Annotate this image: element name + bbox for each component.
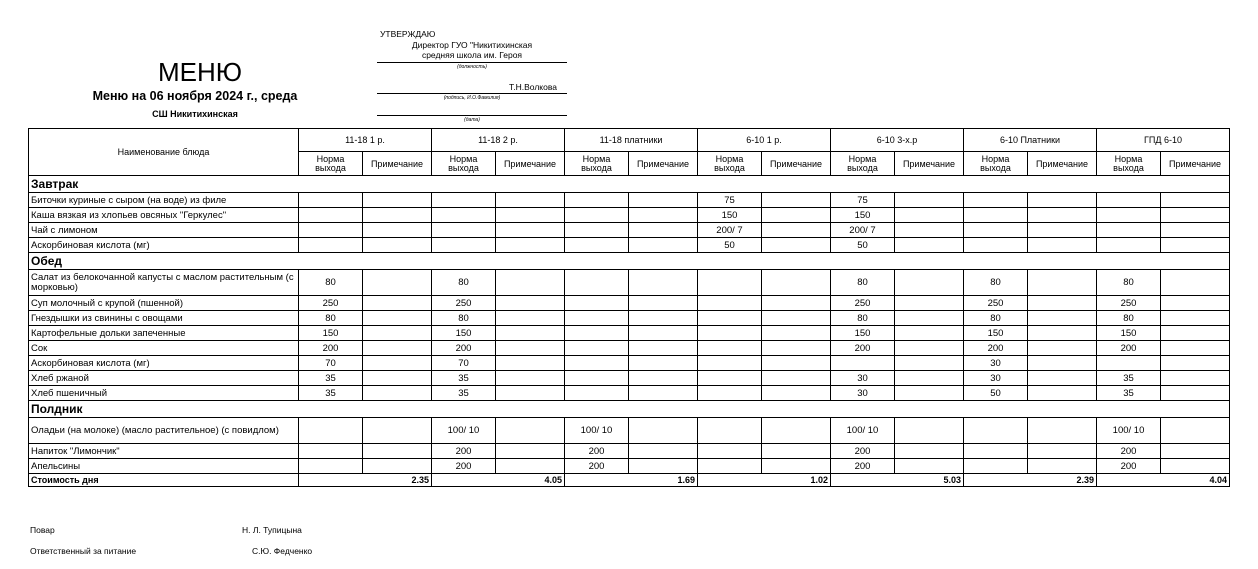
- total-value: 1.69: [565, 474, 698, 487]
- dish-name: Биточки куриные с сыром (на воде) из филе: [29, 193, 299, 208]
- dish-name: Чай с лимоном: [29, 223, 299, 238]
- note-cell: [1028, 311, 1097, 326]
- norm-value: [698, 356, 762, 371]
- norm-value: 200/ 7: [831, 223, 895, 238]
- note-cell: [629, 311, 698, 326]
- norm-value: 30: [831, 386, 895, 401]
- note-cell: [762, 311, 831, 326]
- note-cell: [1028, 193, 1097, 208]
- norm-value: [698, 341, 762, 356]
- norm-value: [698, 270, 762, 296]
- norm-value: 200: [565, 459, 629, 474]
- table-row: [29, 193, 1230, 208]
- note-cell: [363, 341, 432, 356]
- note-cell: [629, 270, 698, 296]
- group-header: 6-10 1 р.: [698, 129, 831, 152]
- norm-value: [432, 223, 496, 238]
- responsible-name: С.Ю. Федченко: [252, 546, 313, 556]
- norm-value: 200: [1097, 459, 1161, 474]
- note-cell: [895, 223, 964, 238]
- note-cell: [629, 238, 698, 253]
- dish-name: Аскорбиновая кислота (мг): [29, 356, 299, 371]
- norm-value: 250: [432, 296, 496, 311]
- note-cell: [496, 238, 565, 253]
- note-cell: [496, 193, 565, 208]
- dish-name: Хлеб ржаной: [29, 371, 299, 386]
- note-cell: [496, 371, 565, 386]
- note-cell: [629, 459, 698, 474]
- note-cell: [629, 341, 698, 356]
- norm-value: 80: [831, 270, 895, 296]
- norm-value: 150: [964, 326, 1028, 341]
- norm-value: 75: [831, 193, 895, 208]
- table-row: [29, 208, 1230, 223]
- note-cell: [762, 459, 831, 474]
- norm-value: [565, 238, 629, 253]
- note-cell: [1028, 356, 1097, 371]
- dish-name: Оладьи (на молоке) (масло растительное) (с повидлом): [29, 418, 299, 444]
- group-header: ГПД 6-10: [1097, 129, 1230, 152]
- dish-name: Суп молочный с крупой (пшенной): [29, 296, 299, 311]
- norm-value: [698, 311, 762, 326]
- norm-value: [565, 208, 629, 223]
- note-cell: [762, 238, 831, 253]
- note-cell: [762, 418, 831, 444]
- approval-position-line2: средняя школа им. Героя: [421, 50, 523, 60]
- norm-value: [299, 208, 363, 223]
- norm-value: 200: [432, 341, 496, 356]
- note-cell: [1028, 459, 1097, 474]
- school-name: СШ Никитихинская: [152, 109, 238, 119]
- cook-label: Повар: [30, 525, 55, 535]
- total-label: Стоимость дня: [29, 474, 299, 487]
- note-cell: [629, 386, 698, 401]
- note-cell: [629, 356, 698, 371]
- norm-value: [299, 238, 363, 253]
- note-cell: [496, 418, 565, 444]
- dish-name: Салат из белокочанной капусты с маслом растительным (с морковью): [29, 270, 299, 296]
- norm-header: Норма выхода: [299, 152, 363, 176]
- note-cell: [629, 296, 698, 311]
- note-cell: [496, 270, 565, 296]
- table-row: [29, 444, 1230, 459]
- note-cell: [1028, 326, 1097, 341]
- note-cell: [496, 326, 565, 341]
- note-cell: [762, 208, 831, 223]
- approval-position: [377, 40, 567, 60]
- note-cell: [363, 371, 432, 386]
- norm-header: Норма выхода: [1097, 152, 1161, 176]
- norm-value: 100/ 10: [1097, 418, 1161, 444]
- cook-name: Н. Л. Тупицына: [242, 525, 302, 535]
- dish-name: Аскорбиновая кислота (мг): [29, 238, 299, 253]
- norm-value: [698, 444, 762, 459]
- norm-value: 200: [831, 341, 895, 356]
- note-cell: [1028, 418, 1097, 444]
- norm-value: [831, 356, 895, 371]
- note-cell: [496, 444, 565, 459]
- norm-value: 100/ 10: [565, 418, 629, 444]
- note-cell: [496, 386, 565, 401]
- norm-value: [432, 193, 496, 208]
- norm-value: 200: [1097, 341, 1161, 356]
- norm-value: 80: [432, 270, 496, 296]
- table-row: [29, 459, 1230, 474]
- dish-name: Напиток "Лимончик": [29, 444, 299, 459]
- norm-value: [964, 193, 1028, 208]
- norm-value: [299, 193, 363, 208]
- norm-value: 80: [299, 270, 363, 296]
- table-row: [29, 386, 1230, 401]
- note-cell: [1161, 386, 1230, 401]
- note-cell: [629, 208, 698, 223]
- responsible-label: Ответственный за питание: [30, 546, 137, 556]
- total-value: 4.04: [1097, 474, 1230, 487]
- norm-value: [698, 418, 762, 444]
- norm-value: 200: [1097, 444, 1161, 459]
- note-cell: [1028, 371, 1097, 386]
- note-cell: [1028, 270, 1097, 296]
- total-value: 5.03: [831, 474, 964, 487]
- note-header: Примечание: [1028, 152, 1097, 176]
- approval-label: УТВЕРЖДАЮ: [380, 29, 436, 39]
- note-cell: [762, 386, 831, 401]
- norm-value: [565, 296, 629, 311]
- norm-value: [1097, 223, 1161, 238]
- note-cell: [895, 459, 964, 474]
- norm-value: 250: [1097, 296, 1161, 311]
- norm-value: [432, 208, 496, 223]
- norm-value: 75: [698, 193, 762, 208]
- norm-value: 250: [299, 296, 363, 311]
- note-cell: [1161, 371, 1230, 386]
- note-cell: [895, 311, 964, 326]
- note-cell: [762, 193, 831, 208]
- norm-value: 50: [698, 238, 762, 253]
- norm-value: 80: [432, 311, 496, 326]
- dish-name: Картофельные дольки запеченные: [29, 326, 299, 341]
- note-cell: [496, 341, 565, 356]
- norm-value: [565, 356, 629, 371]
- note-cell: [895, 296, 964, 311]
- norm-value: 200/ 7: [698, 223, 762, 238]
- note-cell: [1161, 238, 1230, 253]
- norm-value: 250: [831, 296, 895, 311]
- note-cell: [895, 238, 964, 253]
- table-row: [29, 326, 1230, 341]
- note-cell: [1161, 270, 1230, 296]
- table-row: [29, 341, 1230, 356]
- table-row: [29, 238, 1230, 253]
- approval-signer: Т.Н.Волкова: [509, 82, 557, 92]
- dish-name: Хлеб пшеничный: [29, 386, 299, 401]
- note-cell: [363, 238, 432, 253]
- note-cell: [629, 223, 698, 238]
- norm-value: [565, 311, 629, 326]
- note-cell: [895, 444, 964, 459]
- note-cell: [629, 193, 698, 208]
- norm-header: Норма выхода: [964, 152, 1028, 176]
- note-cell: [895, 371, 964, 386]
- note-cell: [1161, 296, 1230, 311]
- menu-table: [28, 128, 1230, 487]
- norm-value: 35: [299, 371, 363, 386]
- note-header: Примечание: [1161, 152, 1230, 176]
- norm-value: 100/ 10: [432, 418, 496, 444]
- norm-value: [565, 371, 629, 386]
- norm-value: 80: [964, 311, 1028, 326]
- group-header: 11-18 2 р.: [432, 129, 565, 152]
- note-header: Примечание: [895, 152, 964, 176]
- note-cell: [1028, 223, 1097, 238]
- signature-hint: (подпись, И.О.Фамилия): [443, 95, 501, 101]
- dish-name: Каша вязкая из хлопьев овсяных "Геркулес": [29, 208, 299, 223]
- note-cell: [1161, 208, 1230, 223]
- note-cell: [629, 418, 698, 444]
- table-row: [29, 356, 1230, 371]
- norm-value: [432, 238, 496, 253]
- note-cell: [1161, 341, 1230, 356]
- note-cell: [762, 444, 831, 459]
- approval-position-line1: Директор ГУО "Никитихинская: [411, 40, 533, 50]
- dish-name: Гнездышки из свинины с овощами: [29, 311, 299, 326]
- note-cell: [762, 371, 831, 386]
- note-cell: [629, 326, 698, 341]
- note-cell: [363, 356, 432, 371]
- norm-value: [964, 223, 1028, 238]
- norm-value: 150: [299, 326, 363, 341]
- norm-value: [1097, 356, 1161, 371]
- norm-value: 150: [1097, 326, 1161, 341]
- dish-name: Апельсины: [29, 459, 299, 474]
- note-cell: [895, 208, 964, 223]
- norm-value: 30: [964, 356, 1028, 371]
- norm-value: [698, 326, 762, 341]
- note-cell: [895, 386, 964, 401]
- norm-value: 80: [831, 311, 895, 326]
- norm-value: [299, 418, 363, 444]
- note-cell: [895, 418, 964, 444]
- norm-value: [565, 223, 629, 238]
- note-cell: [1028, 296, 1097, 311]
- section-title: Завтрак: [29, 176, 1230, 193]
- group-header: 6-10 3-х.р: [831, 129, 964, 152]
- norm-value: 200: [299, 341, 363, 356]
- norm-header: Норма выхода: [698, 152, 762, 176]
- norm-value: 50: [831, 238, 895, 253]
- position-hint: (должность): [457, 64, 487, 70]
- norm-header: Норма выхода: [565, 152, 629, 176]
- norm-value: 35: [1097, 386, 1161, 401]
- table-row: [29, 270, 1230, 296]
- total-value: 2.35: [299, 474, 432, 487]
- note-cell: [496, 356, 565, 371]
- note-cell: [762, 296, 831, 311]
- norm-value: [299, 223, 363, 238]
- norm-value: [964, 208, 1028, 223]
- note-cell: [762, 326, 831, 341]
- note-cell: [895, 270, 964, 296]
- note-header: Примечание: [629, 152, 698, 176]
- table-row: [29, 418, 1230, 444]
- norm-value: 80: [299, 311, 363, 326]
- norm-value: 80: [1097, 311, 1161, 326]
- norm-value: 150: [831, 208, 895, 223]
- norm-value: 150: [432, 326, 496, 341]
- total-value: 2.39: [964, 474, 1097, 487]
- norm-value: 80: [964, 270, 1028, 296]
- table-row: [29, 223, 1230, 238]
- norm-value: [565, 193, 629, 208]
- note-cell: [762, 223, 831, 238]
- note-cell: [895, 326, 964, 341]
- group-header: 11-18 платники: [565, 129, 698, 152]
- norm-value: 35: [432, 371, 496, 386]
- note-cell: [1161, 459, 1230, 474]
- norm-value: [565, 386, 629, 401]
- table-row: [29, 296, 1230, 311]
- norm-value: [565, 341, 629, 356]
- note-cell: [895, 341, 964, 356]
- note-cell: [762, 270, 831, 296]
- note-cell: [629, 371, 698, 386]
- note-cell: [363, 418, 432, 444]
- norm-value: [964, 459, 1028, 474]
- note-cell: [496, 459, 565, 474]
- norm-value: 200: [565, 444, 629, 459]
- norm-value: [698, 459, 762, 474]
- note-cell: [363, 311, 432, 326]
- note-cell: [895, 193, 964, 208]
- note-cell: [1028, 238, 1097, 253]
- norm-value: 30: [831, 371, 895, 386]
- signature-line: [377, 93, 567, 94]
- total-value: 1.02: [698, 474, 831, 487]
- note-cell: [363, 223, 432, 238]
- dish-name: Сок: [29, 341, 299, 356]
- norm-value: [964, 238, 1028, 253]
- norm-value: 200: [831, 444, 895, 459]
- note-cell: [1161, 223, 1230, 238]
- note-cell: [363, 208, 432, 223]
- note-cell: [1161, 311, 1230, 326]
- norm-value: [964, 444, 1028, 459]
- norm-value: 70: [432, 356, 496, 371]
- note-cell: [1028, 444, 1097, 459]
- norm-header: Норма выхода: [831, 152, 895, 176]
- note-header: Примечание: [496, 152, 565, 176]
- norm-value: [299, 444, 363, 459]
- menu-date-subtitle: Меню на 06 ноября 2024 г., среда: [92, 89, 298, 103]
- note-cell: [363, 326, 432, 341]
- norm-value: [565, 326, 629, 341]
- note-cell: [1161, 418, 1230, 444]
- norm-value: 200: [964, 341, 1028, 356]
- norm-value: 200: [831, 459, 895, 474]
- section-title: Обед: [29, 253, 1230, 270]
- norm-value: 35: [299, 386, 363, 401]
- note-cell: [363, 459, 432, 474]
- note-cell: [1161, 444, 1230, 459]
- section-title: Полдник: [29, 401, 1230, 418]
- note-cell: [1161, 356, 1230, 371]
- note-cell: [496, 296, 565, 311]
- note-cell: [363, 386, 432, 401]
- page-title: МЕНЮ: [157, 57, 243, 87]
- total-value: 4.05: [432, 474, 565, 487]
- norm-value: [565, 270, 629, 296]
- note-cell: [496, 311, 565, 326]
- norm-value: [1097, 193, 1161, 208]
- note-cell: [363, 444, 432, 459]
- norm-value: 200: [432, 459, 496, 474]
- norm-header: Норма выхода: [432, 152, 496, 176]
- note-cell: [1161, 193, 1230, 208]
- norm-value: 200: [432, 444, 496, 459]
- norm-value: 250: [964, 296, 1028, 311]
- note-cell: [496, 223, 565, 238]
- norm-value: 50: [964, 386, 1028, 401]
- position-line: [377, 62, 567, 63]
- norm-value: 70: [299, 356, 363, 371]
- note-cell: [895, 356, 964, 371]
- group-header: 6-10 Платники: [964, 129, 1097, 152]
- norm-value: [698, 296, 762, 311]
- table-row: [29, 371, 1230, 386]
- norm-value: [1097, 238, 1161, 253]
- note-cell: [762, 341, 831, 356]
- dish-name-header: Наименование блюда: [29, 129, 299, 176]
- note-cell: [363, 296, 432, 311]
- note-header: Примечание: [762, 152, 831, 176]
- note-cell: [1028, 208, 1097, 223]
- norm-value: [698, 386, 762, 401]
- norm-value: 30: [964, 371, 1028, 386]
- date-line: [377, 115, 567, 116]
- note-header: Примечание: [363, 152, 432, 176]
- table-row: [29, 311, 1230, 326]
- norm-value: 80: [1097, 270, 1161, 296]
- norm-value: [1097, 208, 1161, 223]
- note-cell: [629, 444, 698, 459]
- group-header: 11-18 1 р.: [299, 129, 432, 152]
- norm-value: 150: [831, 326, 895, 341]
- note-cell: [363, 193, 432, 208]
- note-cell: [496, 208, 565, 223]
- note-cell: [363, 270, 432, 296]
- note-cell: [762, 356, 831, 371]
- norm-value: 35: [432, 386, 496, 401]
- norm-value: [698, 371, 762, 386]
- note-cell: [1028, 341, 1097, 356]
- norm-value: 100/ 10: [831, 418, 895, 444]
- note-cell: [1161, 326, 1230, 341]
- norm-value: 150: [698, 208, 762, 223]
- note-cell: [1028, 386, 1097, 401]
- norm-value: [964, 418, 1028, 444]
- norm-value: 35: [1097, 371, 1161, 386]
- norm-value: [299, 459, 363, 474]
- date-hint: (дата): [464, 117, 480, 123]
